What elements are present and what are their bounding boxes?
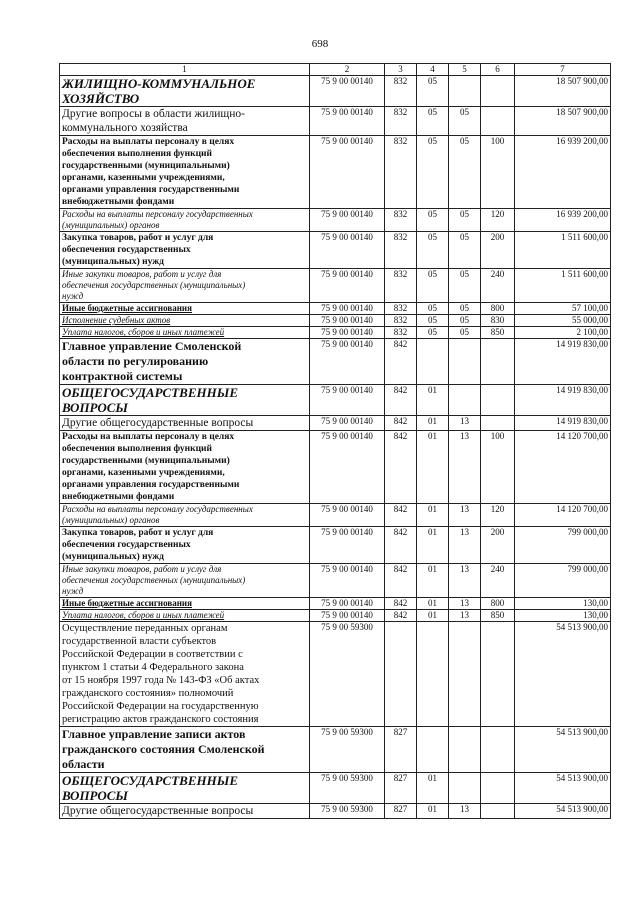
target-article-code: 75 9 00 00140: [310, 504, 385, 527]
table-row: [60, 303, 611, 315]
subsection-code: 05: [449, 315, 481, 327]
amount: 57 100,00: [515, 303, 611, 315]
section-code: 05: [417, 315, 449, 327]
row-description: ЖИЛИЩНО-КОММУНАЛЬНОЕ ХОЗЯЙСТВО: [60, 76, 310, 107]
ministry-code: 832: [385, 269, 417, 303]
table-row: [60, 773, 611, 804]
section-code: 01: [417, 385, 449, 416]
expense-type-code: [481, 339, 515, 385]
table-row: [60, 610, 611, 622]
amount: 799 000,00: [515, 564, 611, 598]
section-code: 05: [417, 232, 449, 269]
row-description: ОБЩЕГОСУДАРСТВЕННЫЕ ВОПРОСЫ: [60, 773, 310, 804]
target-article-code: 75 9 00 00140: [310, 269, 385, 303]
row-description: Расходы на выплаты персоналу в целях обеспечения выполнения функций государственными (муниципальными) органами, казенными учреждениями, органами управления государственными внебюджетными фондами: [60, 136, 310, 209]
row-description: Расходы на выплаты персоналу государственных (муниципальных) органов: [60, 504, 310, 527]
table-row: [60, 327, 611, 339]
ministry-code: 832: [385, 136, 417, 209]
ministry-code: 842: [385, 598, 417, 610]
expense-type-code: [481, 416, 515, 431]
row-description: Иные закупки товаров, работ и услуг для обеспечения государственных (муниципальных) нужд: [60, 564, 310, 598]
subsection-code: 13: [449, 527, 481, 564]
row-description: Другие вопросы в области жилищно- коммунального хозяйства: [60, 107, 310, 136]
column-header: 4: [417, 64, 449, 76]
expense-type-code: [481, 727, 515, 773]
amount: 1 511 600,00: [515, 232, 611, 269]
table-row: [60, 385, 611, 416]
amount: 2 100,00: [515, 327, 611, 339]
row-description: Закупка товаров, работ и услуг для обеспечения государственных (муниципальных) нужд: [60, 232, 310, 269]
target-article-code: 75 9 00 00140: [310, 327, 385, 339]
expense-type-code: [481, 76, 515, 107]
subsection-code: 13: [449, 431, 481, 504]
table-row: [60, 107, 611, 136]
expense-type-code: 850: [481, 610, 515, 622]
amount: 54 513 900,00: [515, 727, 611, 773]
amount: 14 120 700,00: [515, 504, 611, 527]
section-code: 01: [417, 416, 449, 431]
ministry-code: 832: [385, 76, 417, 107]
row-description: Иные бюджетные ассигнования: [60, 303, 310, 315]
expense-type-code: 120: [481, 209, 515, 232]
ministry-code: 842: [385, 504, 417, 527]
row-description: Исполнение судебных актов: [60, 315, 310, 327]
ministry-code: [385, 622, 417, 727]
subsection-code: [449, 385, 481, 416]
column-header: 5: [449, 64, 481, 76]
expense-type-code: 100: [481, 431, 515, 504]
section-code: 05: [417, 303, 449, 315]
expense-type-code: 240: [481, 269, 515, 303]
subsection-code: [449, 339, 481, 385]
table-row: [60, 727, 611, 773]
column-header: 1: [60, 64, 310, 76]
table-row: [60, 232, 611, 269]
amount: 14 919 830,00: [515, 339, 611, 385]
subsection-code: 13: [449, 504, 481, 527]
expense-type-code: 100: [481, 136, 515, 209]
row-description: Иные закупки товаров, работ и услуг для обеспечения государственных (муниципальных) нужд: [60, 269, 310, 303]
row-description: Уплата налогов, сборов и иных платежей: [60, 327, 310, 339]
subsection-code: [449, 622, 481, 727]
ministry-code: 842: [385, 416, 417, 431]
expense-type-code: 830: [481, 315, 515, 327]
ministry-code: 832: [385, 232, 417, 269]
expense-type-code: 800: [481, 598, 515, 610]
ministry-code: 832: [385, 209, 417, 232]
ministry-code: 827: [385, 804, 417, 819]
section-code: 01: [417, 598, 449, 610]
table-row: [60, 598, 611, 610]
table-row: [60, 804, 611, 819]
target-article-code: 75 9 00 00140: [310, 232, 385, 269]
expense-type-code: [481, 622, 515, 727]
row-description: Расходы на выплаты персоналу в целях обеспечения выполнения функций государственными (муниципальными) органами, казенными учреждениями, органами управления государственными внебюджетными фондами: [60, 431, 310, 504]
target-article-code: 75 9 00 00140: [310, 416, 385, 431]
amount: 130,00: [515, 610, 611, 622]
table-row: [60, 209, 611, 232]
target-article-code: 75 9 00 59300: [310, 727, 385, 773]
section-code: 01: [417, 527, 449, 564]
row-description: Осуществление переданных органам государственной власти субъектов Российской Федерации в соответствии с пунктом 1 статьи 4 Федерального закона от 15 ноября 1997 года № 143-ФЗ «Об актах гражданского состояния» полномочий Российской Федерации на государственную регистрацию актов гражданского состояния: [60, 622, 310, 727]
row-description: Уплата налогов, сборов и иных платежей: [60, 610, 310, 622]
row-description: Закупка товаров, работ и услуг для обеспечения государственных (муниципальных) нужд: [60, 527, 310, 564]
target-article-code: 75 9 00 00140: [310, 431, 385, 504]
amount: 14 919 830,00: [515, 416, 611, 431]
subsection-code: 13: [449, 564, 481, 598]
section-code: 01: [417, 504, 449, 527]
section-code: 01: [417, 431, 449, 504]
section-code: 05: [417, 76, 449, 107]
row-description: Другие общегосударственные вопросы: [60, 804, 310, 819]
amount: 14 919 830,00: [515, 385, 611, 416]
amount: 799 000,00: [515, 527, 611, 564]
target-article-code: 75 9 00 00140: [310, 209, 385, 232]
subsection-code: [449, 76, 481, 107]
amount: 18 507 900,00: [515, 76, 611, 107]
ministry-code: 832: [385, 303, 417, 315]
target-article-code: 75 9 00 00140: [310, 564, 385, 598]
ministry-code: 842: [385, 610, 417, 622]
section-code: 05: [417, 209, 449, 232]
subsection-code: 05: [449, 232, 481, 269]
target-article-code: 75 9 00 00140: [310, 136, 385, 209]
ministry-code: 832: [385, 327, 417, 339]
table-row: [60, 76, 611, 107]
expense-type-code: 120: [481, 504, 515, 527]
column-header: 3: [385, 64, 417, 76]
table-body: [60, 76, 611, 819]
expense-type-code: [481, 773, 515, 804]
subsection-code: 05: [449, 303, 481, 315]
target-article-code: 75 9 00 00140: [310, 76, 385, 107]
column-header: 6: [481, 64, 515, 76]
subsection-code: 13: [449, 610, 481, 622]
section-code: 01: [417, 610, 449, 622]
expense-type-code: 800: [481, 303, 515, 315]
row-description: Иные бюджетные ассигнования: [60, 598, 310, 610]
page-number: 698: [311, 38, 329, 50]
amount: 54 513 900,00: [515, 804, 611, 819]
table-row: [60, 564, 611, 598]
expense-type-code: [481, 804, 515, 819]
amount: 18 507 900,00: [515, 107, 611, 136]
target-article-code: 75 9 00 00140: [310, 527, 385, 564]
amount: 16 939 200,00: [515, 209, 611, 232]
ministry-code: 842: [385, 339, 417, 385]
section-code: 01: [417, 773, 449, 804]
section-code: 01: [417, 564, 449, 598]
expense-type-code: 850: [481, 327, 515, 339]
target-article-code: 75 9 00 59300: [310, 804, 385, 819]
ministry-code: 827: [385, 727, 417, 773]
subsection-code: 05: [449, 209, 481, 232]
amount: 55 000,00: [515, 315, 611, 327]
ministry-code: 842: [385, 385, 417, 416]
column-header: 7: [515, 64, 611, 76]
table-row: [60, 527, 611, 564]
expense-type-code: [481, 107, 515, 136]
target-article-code: 75 9 00 00140: [310, 385, 385, 416]
column-header: 2: [310, 64, 385, 76]
section-code: 05: [417, 269, 449, 303]
section-code: 05: [417, 107, 449, 136]
amount: 54 513 900,00: [515, 773, 611, 804]
subsection-code: 13: [449, 804, 481, 819]
subsection-code: 05: [449, 327, 481, 339]
row-description: Главное управление Смоленской области по регулированию контрактной системы: [60, 339, 310, 385]
section-code: [417, 339, 449, 385]
row-description: Главное управление записи актов гражданского состояния Смоленской области: [60, 727, 310, 773]
expense-type-code: 200: [481, 527, 515, 564]
subsection-code: [449, 773, 481, 804]
row-description: Другие общегосударственные вопросы: [60, 416, 310, 431]
row-description: Расходы на выплаты персоналу государственных (муниципальных) органов: [60, 209, 310, 232]
target-article-code: 75 9 00 00140: [310, 303, 385, 315]
expense-type-code: [481, 385, 515, 416]
section-code: 05: [417, 327, 449, 339]
table-row: [60, 416, 611, 431]
table-row: [60, 622, 611, 727]
row-description: ОБЩЕГОСУДАРСТВЕННЫЕ ВОПРОСЫ: [60, 385, 310, 416]
amount: 54 513 900,00: [515, 622, 611, 727]
ministry-code: 842: [385, 527, 417, 564]
section-code: [417, 727, 449, 773]
section-code: [417, 622, 449, 727]
amount: 130,00: [515, 598, 611, 610]
subsection-code: [449, 727, 481, 773]
ministry-code: 827: [385, 773, 417, 804]
budget-table: [59, 63, 611, 819]
section-code: 01: [417, 804, 449, 819]
subsection-code: 05: [449, 269, 481, 303]
ministry-code: 832: [385, 107, 417, 136]
table-row: [60, 136, 611, 209]
subsection-code: 13: [449, 598, 481, 610]
target-article-code: 75 9 00 59300: [310, 622, 385, 727]
target-article-code: 75 9 00 00140: [310, 598, 385, 610]
table-row: [60, 339, 611, 385]
column-number-row: [60, 64, 611, 76]
table-row: [60, 269, 611, 303]
table-row: [60, 504, 611, 527]
target-article-code: 75 9 00 59300: [310, 773, 385, 804]
target-article-code: 75 9 00 00140: [310, 339, 385, 385]
amount: 16 939 200,00: [515, 136, 611, 209]
subsection-code: 13: [449, 416, 481, 431]
target-article-code: 75 9 00 00140: [310, 315, 385, 327]
subsection-code: 05: [449, 136, 481, 209]
target-article-code: 75 9 00 00140: [310, 610, 385, 622]
subsection-code: 05: [449, 107, 481, 136]
amount: 1 511 600,00: [515, 269, 611, 303]
section-code: 05: [417, 136, 449, 209]
table-row: [60, 431, 611, 504]
ministry-code: 842: [385, 431, 417, 504]
expense-type-code: 240: [481, 564, 515, 598]
ministry-code: 842: [385, 564, 417, 598]
amount: 14 120 700,00: [515, 431, 611, 504]
target-article-code: 75 9 00 00140: [310, 107, 385, 136]
expense-type-code: 200: [481, 232, 515, 269]
table-row: [60, 315, 611, 327]
ministry-code: 832: [385, 315, 417, 327]
